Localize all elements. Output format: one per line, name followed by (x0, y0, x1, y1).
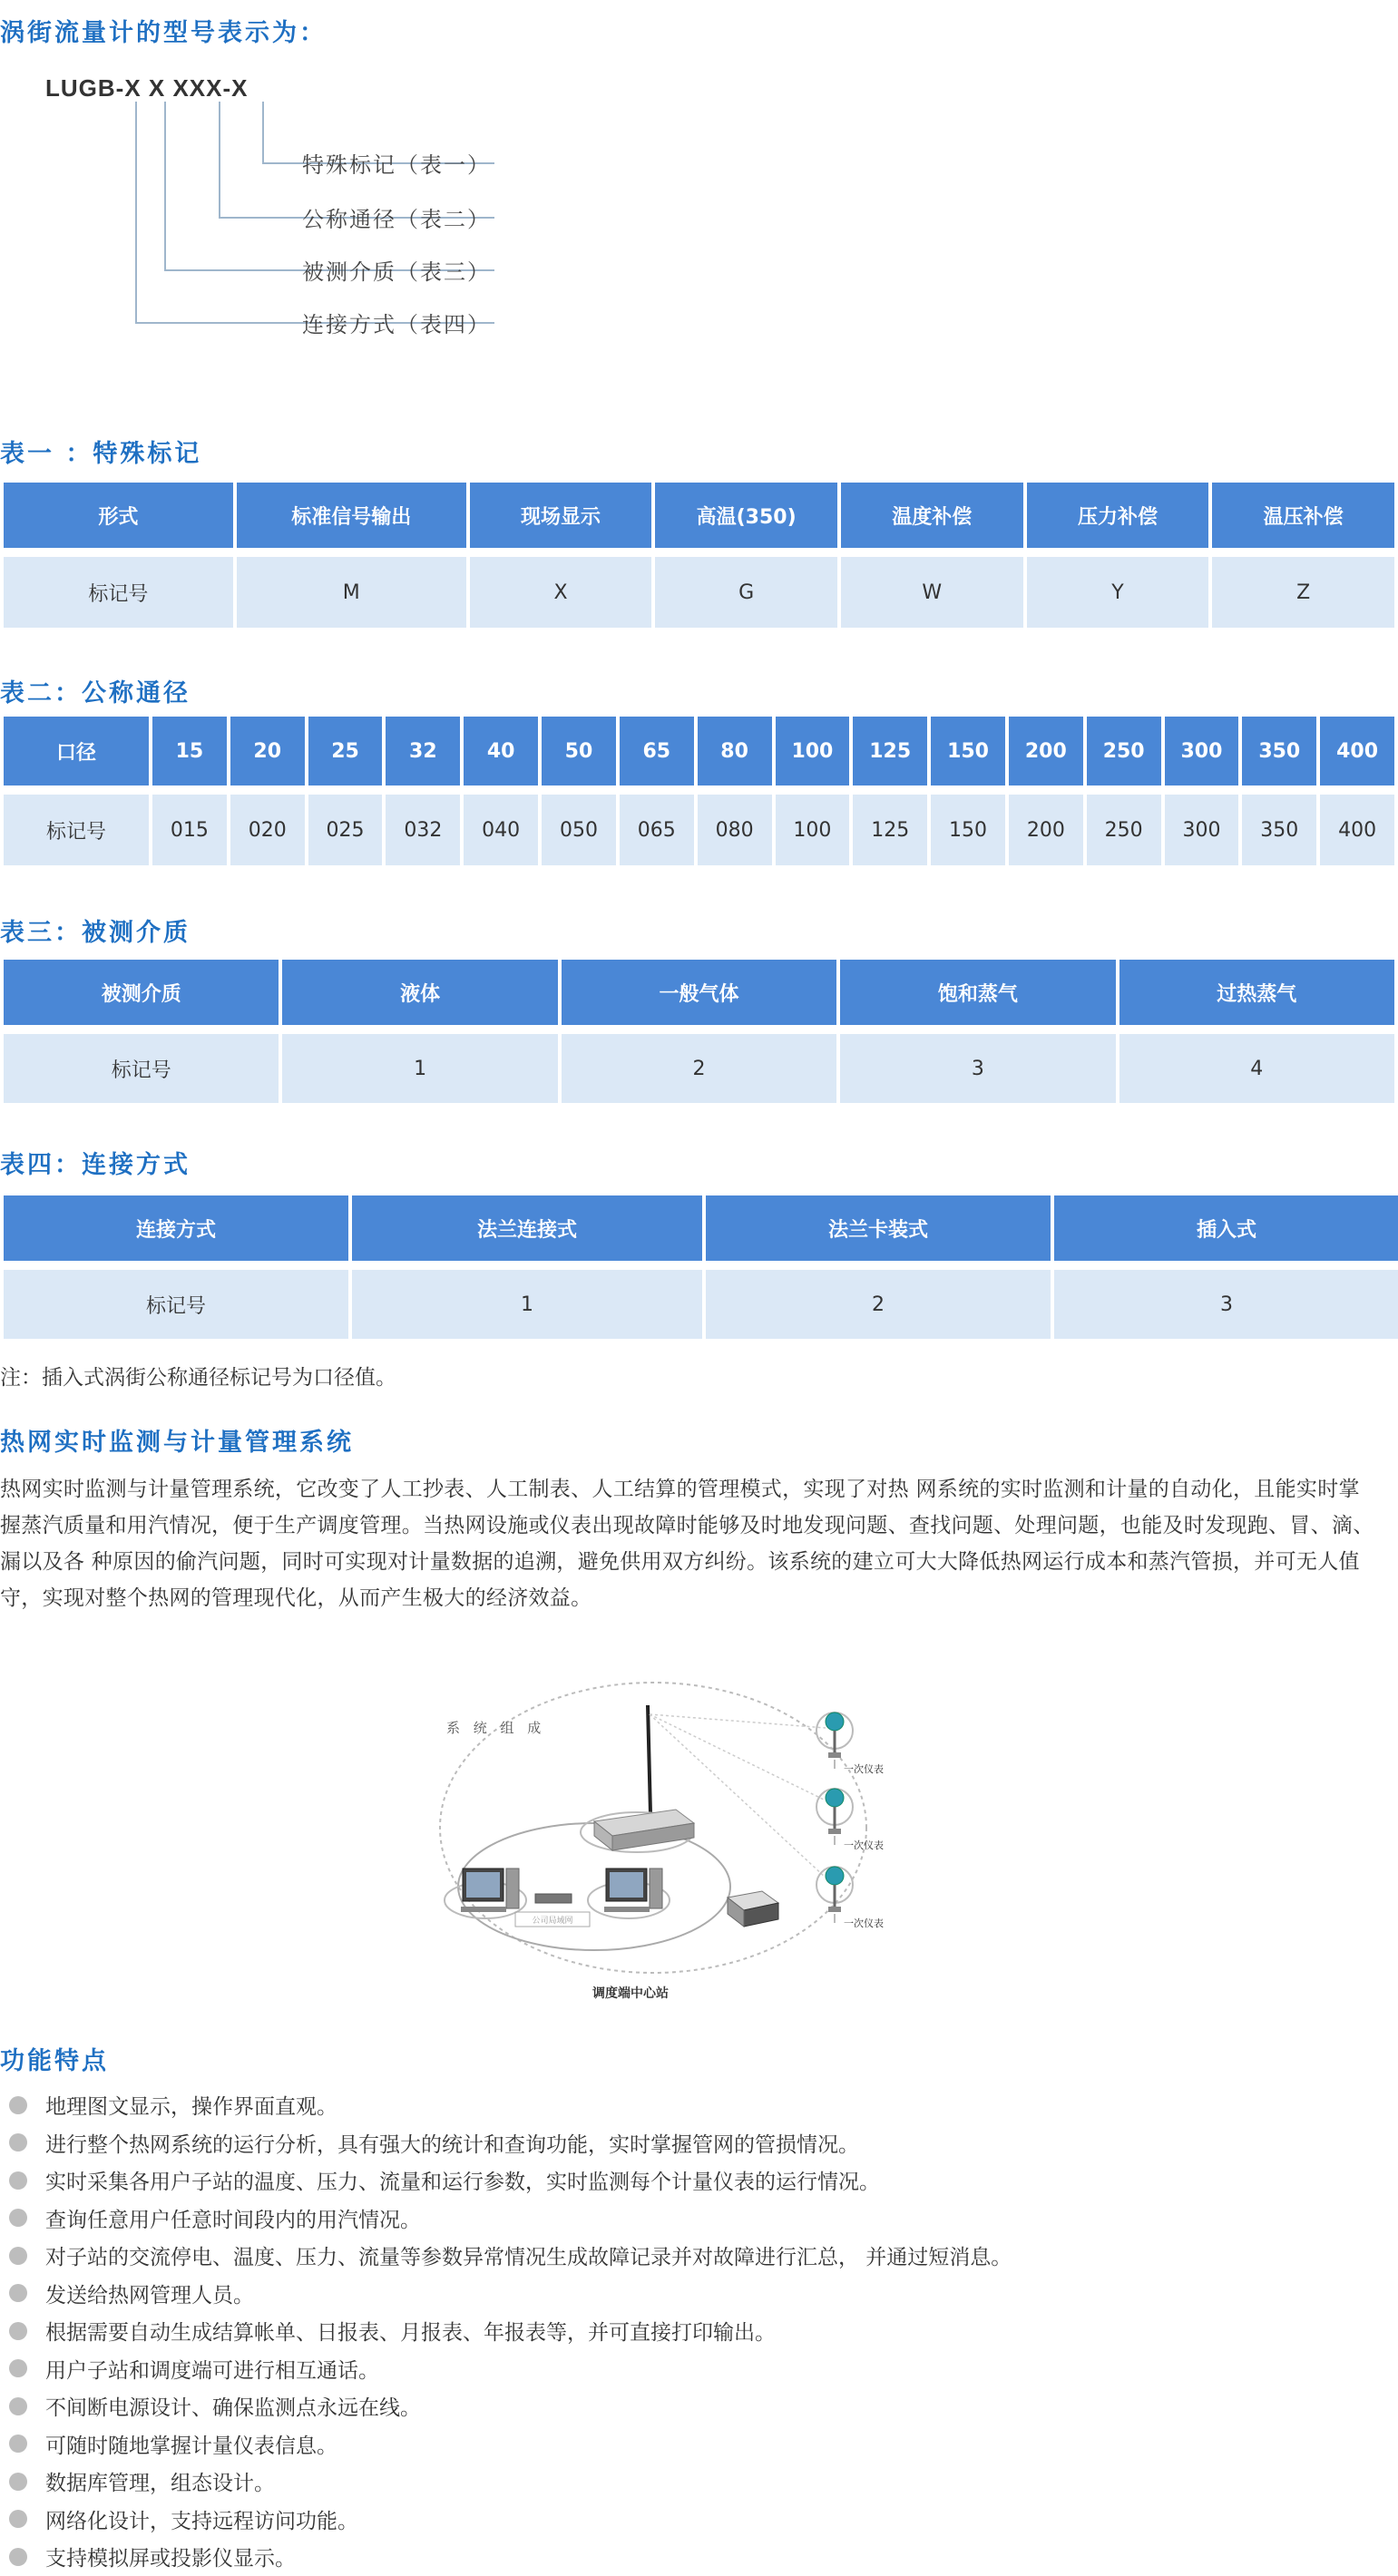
feature-text: 进行整个热网系统的运行分析，具有强大的统计和查询功能，实时掌握管网的管损情况。 (45, 2132, 859, 2157)
table2 (0, 717, 1398, 865)
feature-text: 可随时随地掌握计量仪表信息。 (45, 2434, 337, 2458)
note-text: 注：插入式涡街公称通径标记号为口径值。 (0, 1366, 396, 1390)
table4-header-cell: 插入式 (1054, 1195, 1398, 1261)
table4-header-cell: 法兰连接式 (352, 1195, 702, 1261)
model-code: LUGB-X X XXX-X (45, 74, 249, 102)
table1-cell: G (655, 557, 837, 628)
bullet-icon (9, 2435, 27, 2453)
bullet-icon (9, 2209, 27, 2227)
table1-header-cell: 高温(350) (655, 483, 837, 548)
table2-cell: 250 (1087, 795, 1161, 865)
table3-cell: 4 (1119, 1034, 1394, 1103)
bullet-icon (9, 2284, 27, 2302)
table2-heading: 表二：公称通径 (0, 679, 191, 707)
list-item (9, 2463, 1012, 2501)
table2-header-cell: 25 (308, 717, 383, 785)
system-paragraph: 热网实时监测与计量管理系统，它改变了人工抄表、人工制表、人工结算的管理模式，实现了对热 网系统的实时监测和计量的自动化，且能实时掌握蒸汽质量和用汽情况，便于生产调度管理。当热网设施或仪表出现故障时能够及时地发现问题、查找问题、处理问题，也能及时发现跑、冒、滴、漏以及各 种原因的偷汽问题，同时可实现对计量数据的追溯，避免供用双方纠纷。该系统的建立可大大降低热网运行成本和蒸汽管损，并可无人值守，实现对整个热网的管理现代化，从而产生极大的经济效益。 (0, 1478, 1374, 1610)
table4-cell: 1 (352, 1270, 702, 1339)
feature-text: 对子站的交流停电、温度、压力、流量等参数异常情况生成故障记录并对故障进行汇总， 并通过短消息。 (45, 2246, 1012, 2270)
table1-cell: M (237, 557, 466, 628)
table2-cell: 080 (698, 795, 772, 865)
flowmeter-icon (816, 1789, 853, 1834)
table3-header-cell: 过热蒸气 (1119, 960, 1394, 1025)
signal-lines (650, 1714, 826, 1878)
table4-heading: 表四：连接方式 (0, 1151, 191, 1179)
bullet-icon (9, 2473, 27, 2491)
network-label: 公司局域网 (532, 1917, 573, 1926)
table2-header-cell: 400 (1320, 717, 1394, 785)
list-item (9, 2275, 1012, 2313)
table2-header-cell: 口径 (4, 717, 149, 785)
table2-header-cell: 200 (1009, 717, 1083, 785)
feature-text: 用户子站和调度端可进行相互通话。 (45, 2358, 379, 2383)
antenna-icon (648, 1705, 650, 1814)
table4-header-cell: 法兰卡装式 (706, 1195, 1051, 1261)
table4-cell: 2 (706, 1270, 1051, 1339)
system-diagram (435, 1669, 925, 2014)
list-item (9, 2124, 1012, 2162)
feature-text: 地理图文显示，操作界面直观。 (45, 2095, 337, 2120)
instrument-label: 一次仪表 (844, 1763, 884, 1775)
table2-cell: 015 (152, 795, 227, 865)
table2-header-cell: 15 (152, 717, 227, 785)
table1-heading: 表一 ：特殊标记 (0, 440, 202, 468)
table1-header-cell: 压力补偿 (1027, 483, 1209, 548)
list-item (9, 2350, 1012, 2388)
feature-text: 发送给热网管理人员。 (45, 2283, 254, 2308)
table2-header-cell: 300 (1165, 717, 1239, 785)
table1-cell: Y (1027, 557, 1209, 628)
table2-cell: 020 (230, 795, 305, 865)
table2-cell: 040 (464, 795, 538, 865)
table3-header-cell: 液体 (282, 960, 557, 1025)
model-label-special: 特殊标记（表一） (302, 152, 491, 178)
table2-cell: 200 (1009, 795, 1083, 865)
flowmeter-icon (816, 1712, 853, 1758)
table2-cell: 100 (776, 795, 850, 865)
list-item (9, 2425, 1012, 2464)
printer-icon (728, 1891, 778, 1927)
network-switch-icon (535, 1894, 572, 1903)
bullet-icon (9, 2510, 27, 2528)
table2-cell: 025 (308, 795, 383, 865)
table2-header-cell: 20 (230, 717, 305, 785)
table3-header-cell: 饱和蒸气 (840, 960, 1115, 1025)
center-station-label: 调度端中心站 (592, 1986, 669, 2001)
table2-header-cell: 50 (542, 717, 616, 785)
table3-cell: 1 (282, 1034, 557, 1103)
instrument-label: 一次仪表 (844, 1917, 884, 1929)
table2-header-cell: 65 (620, 717, 694, 785)
list-item (9, 2161, 1012, 2200)
feature-text: 网络化设计，支持远程访问功能。 (45, 2509, 358, 2533)
table2-header-cell: 150 (931, 717, 1005, 785)
table1-header-cell: 温度补偿 (841, 483, 1023, 548)
list-item (9, 2538, 1012, 2576)
server-icon (581, 1810, 694, 1852)
bullet-icon (9, 2133, 27, 2152)
table1-header-cell: 标准信号输出 (237, 483, 466, 548)
feature-text: 不间断电源设计、确保监测点永远在线。 (45, 2396, 421, 2421)
features-list (9, 2086, 1012, 2576)
table3-header-cell: 被测介质 (4, 960, 279, 1025)
bullet-icon (9, 2397, 27, 2415)
model-heading: 涡街流量计的型号表示为： (0, 19, 327, 47)
table2-cell: 150 (931, 795, 1005, 865)
bullet-icon (9, 2171, 27, 2190)
table2-cell: 065 (620, 795, 694, 865)
table2-header-cell: 350 (1242, 717, 1316, 785)
diagram-title: 系 统 组 成 (446, 1720, 546, 1736)
table2-header-cell: 250 (1087, 717, 1161, 785)
table2-header-cell: 40 (464, 717, 538, 785)
list-item (9, 2237, 1012, 2275)
table1-cell: Z (1212, 557, 1394, 628)
table2-header-cell: 32 (386, 717, 460, 785)
table3-header-cell: 一般气体 (562, 960, 836, 1025)
table1-cell: W (841, 557, 1023, 628)
table1-header-cell: 形式 (4, 483, 233, 548)
table3-cell: 2 (562, 1034, 836, 1103)
table3-heading: 表三：被测介质 (0, 919, 191, 947)
feature-text: 查询任意用户任意时间段内的用汽情况。 (45, 2208, 421, 2232)
table3-cell: 标记号 (4, 1034, 279, 1103)
model-label-connection: 连接方式（表四） (302, 312, 491, 337)
table4 (0, 1195, 1398, 1339)
table2-header-cell: 125 (853, 717, 927, 785)
model-label-diameter: 公称通径（表二） (302, 207, 491, 232)
table1-header-cell: 温压补偿 (1212, 483, 1394, 548)
table3-cell: 3 (840, 1034, 1115, 1103)
table2-cell: 050 (542, 795, 616, 865)
list-item (9, 2086, 1012, 2124)
table4-header-cell: 连接方式 (4, 1195, 348, 1261)
table1-cell: 标记号 (4, 557, 233, 628)
list-item (9, 2387, 1012, 2425)
list-item (9, 2312, 1012, 2350)
feature-text: 根据需要自动生成结算帐单、日报表、月报表、年报表等，并可直接打印输出。 (45, 2321, 776, 2346)
table2-header-cell: 100 (776, 717, 850, 785)
table2-header-cell: 80 (698, 717, 772, 785)
table3 (0, 960, 1398, 1103)
bullet-icon (9, 2096, 27, 2114)
table4-cell: 标记号 (4, 1270, 348, 1339)
table2-cell: 032 (386, 795, 460, 865)
table4-cell: 3 (1054, 1270, 1398, 1339)
system-heading: 热网实时监测与计量管理系统 (0, 1429, 354, 1457)
computer-icon (588, 1869, 670, 1918)
bullet-icon (9, 2322, 27, 2340)
table2-cell: 400 (1320, 795, 1394, 865)
list-item (9, 2200, 1012, 2238)
bullet-icon (9, 2359, 27, 2377)
table2-cell: 125 (853, 795, 927, 865)
list-item (9, 2501, 1012, 2539)
feature-text: 实时采集各用户子站的温度、压力、流量和运行参数，实时监测每个计量仪表的运行情况。 (45, 2171, 880, 2195)
table2-cell: 标记号 (4, 795, 149, 865)
model-label-medium: 被测介质（表三） (302, 259, 491, 285)
feature-text: 支持模拟屏或投影仪显示。 (45, 2547, 296, 2571)
table2-cell: 300 (1165, 795, 1239, 865)
features-heading: 功能特点 (0, 2047, 109, 2075)
table2-cell: 350 (1242, 795, 1316, 865)
table1 (0, 483, 1398, 628)
table1-header-cell: 现场显示 (470, 483, 652, 548)
computer-icon (445, 1869, 526, 1918)
feature-text: 数据库管理，组态设计。 (45, 2472, 275, 2496)
instrument-label: 一次仪表 (844, 1839, 884, 1851)
bullet-icon (9, 2247, 27, 2265)
table1-cell: X (470, 557, 652, 628)
